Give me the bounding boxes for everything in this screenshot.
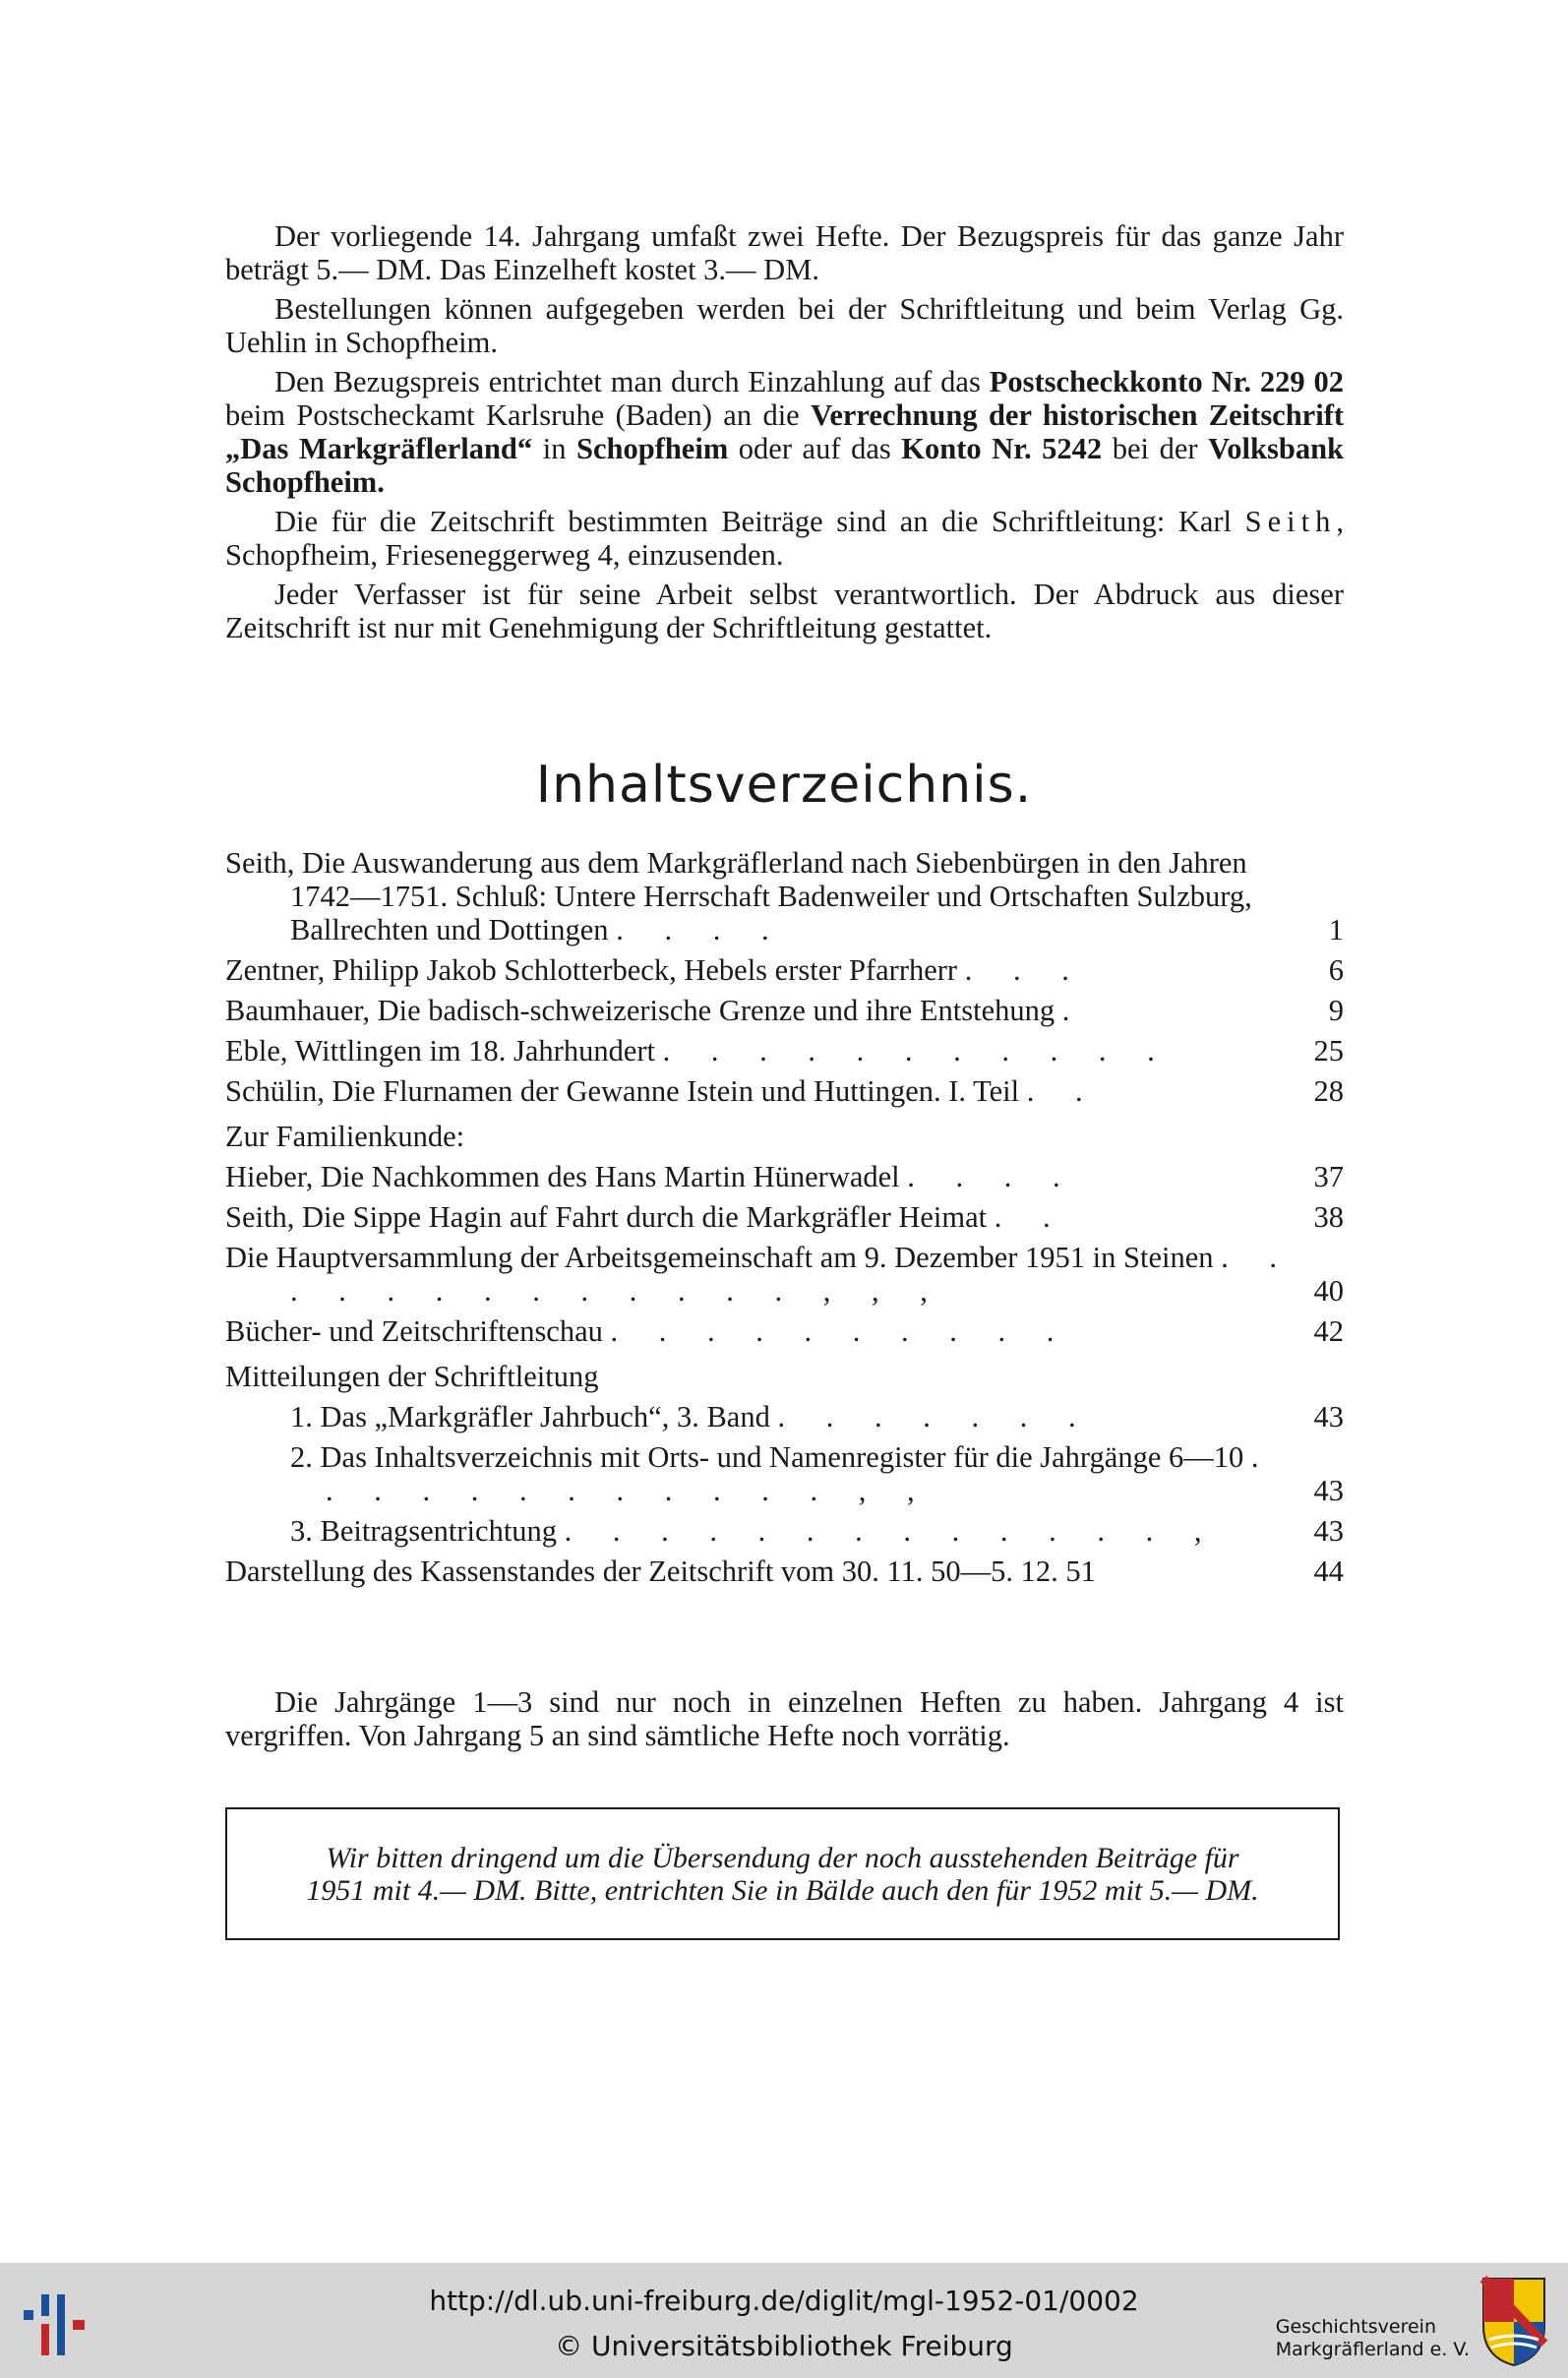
toc-entry: Seith, Die Auswanderung aus dem Markgräflerland nach Siebenbürgen in den Jahren 1742—1751. Schluß: Untere Herrschaft Badenweiler und Ortschaften Sulzburg, Ballrechten und Dottingen . . . . 1 <box>225 846 1344 946</box>
intro-paragraph-1: Der vorliegende 14. Jahrgang umfaßt zwei Hefte. Der Bezugspreis für das ganze Jahr beträgt 5.— DM. Das Einzelheft kostet 3.— DM. <box>225 219 1344 286</box>
toc-entry: 3. Beitragsentrichtung . . . . . . . . . . . . . , 43 <box>290 1514 1344 1548</box>
toc-page-number: 38 <box>1313 1200 1344 1234</box>
toc-entry: Schülin, Die Flurnamen der Gewanne Istein und Huttingen. I. Teil . . 28 <box>225 1074 1344 1108</box>
toc-entry: Hieber, Die Nachkommen des Hans Martin Hünerwadel . . . . 37 <box>225 1160 1344 1193</box>
intro-paragraph-5: Jeder Verfasser ist für seine Arbeit selbst verantwortlich. Der Abdruck aus dieser Zeitschrift ist nur mit Genehmigung der Schriftleitung gestattet. <box>225 578 1344 644</box>
toc-entry: 2. Das Inhaltsverzeichnis mit Orts- und Namenregister für die Jahrgänge 6—10 . . . . . . . . . . . . , , 43 <box>290 1440 1344 1507</box>
mitteilungen-heading: Mitteilungen der Schriftleitung <box>225 1360 599 1393</box>
availability-notice: Die Jahrgänge 1—3 sind nur noch in einzelnen Heften zu haben. Jahrgang 4 ist vergriffen. Von Jahrgang 5 an sind sämtliche Hefte noch vorrätig. <box>225 1685 1344 1752</box>
toc-page-number: 37 <box>1313 1160 1344 1193</box>
family-section-heading: Zur Familienkunde: <box>225 1120 465 1153</box>
intro-paragraph-2: Bestellungen können aufgegeben werden bei der Schriftleitung und beim Verlag Gg. Uehlin in Schopfheim. <box>225 292 1344 359</box>
toc-page-number: 9 <box>1328 994 1344 1027</box>
society-name: Geschichtsverein Markgräflerland e. V. <box>1275 2316 1470 2360</box>
toc-title: Inhaltsverzeichnis. <box>535 756 1033 815</box>
footer-bar <box>0 2263 1568 2378</box>
toc-page-number: 1 <box>1328 913 1344 946</box>
toc-page-number: 28 <box>1313 1074 1344 1108</box>
toc-page-number: 42 <box>1313 1314 1344 1348</box>
toc-entry: Seith, Die Sippe Hagin auf Fahrt durch die Markgräfler Heimat . . 38 <box>225 1200 1344 1234</box>
author-name: Seith <box>1244 505 1337 538</box>
payment-request-box <box>225 1807 1340 1940</box>
toc-page-number: 43 <box>1313 1400 1344 1433</box>
toc-entry: 1. Das „Markgräfler Jahrbuch“, 3. Band . . . . . . . 43 <box>290 1400 1344 1433</box>
coat-of-arms-icon <box>1479 2275 1548 2367</box>
toc-page-number: 43 <box>1313 1514 1344 1548</box>
intro-section <box>225 219 1344 650</box>
toc-entry: Die Hauptversammlung der Arbeitsgemeinschaft am 9. Dezember 1951 in Steinen . . . . . . . . . . . . . , , , 40 <box>225 1241 1344 1308</box>
toc-entry: Zentner, Philipp Jakob Schlotterbeck, Hebels erster Pfarrherr . . . 6 <box>225 953 1344 987</box>
intro-paragraph-4: Die für die Zeitschrift bestimmten Beiträge sind an die Schriftleitung: Karl Seith, Schopfheim, Frieseneggerweg 4, einzusenden. <box>225 505 1344 572</box>
intro-paragraph-3: Den Bezugspreis entrichtet man durch Einzahlung auf das Postscheckkonto Nr. 229 02 beim Postscheckamt Karlsruhe (Baden) an die Verrechnung der historischen Zeitschrift „Das Markgräflerland“ in Schopfheim oder auf das Konto Nr. 5242 bei der Volksbank Schopfheim. <box>225 365 1345 499</box>
toc-page-number: 6 <box>1328 953 1344 987</box>
source-url[interactable]: http://dl.ub.uni-freiburg.de/diglit/mgl-1952-01/0002 <box>429 2285 1139 2317</box>
toc-entry: Baumhauer, Die badisch-schweizerische Grenze und ihre Entstehung . 9 <box>225 994 1344 1027</box>
table-of-contents <box>225 846 1344 1595</box>
payment-request-text: Wir bitten dringend um die Übersendung der noch ausstehenden Beiträge für 1951 mit 4.— DM. Bitte, entrichten Sie in Bälde auch den für 1952 mit 5.— DM. <box>306 1841 1259 1907</box>
toc-page-number: 40 <box>1313 1274 1344 1308</box>
toc-entry: Darstellung des Kassenstandes der Zeitschrift vom 30. 11. 50—5. 12. 51 44 <box>225 1555 1344 1588</box>
toc-page-number: 25 <box>1313 1034 1344 1067</box>
copyright-notice: © Universitätsbibliothek Freiburg <box>555 2330 1013 2362</box>
toc-entry: Eble, Wittlingen im 18. Jahrhundert . . . . . . . . . . . 25 <box>225 1034 1344 1067</box>
toc-page-number: 43 <box>1313 1474 1344 1507</box>
toc-page-number: 44 <box>1313 1555 1344 1588</box>
toc-entry: Bücher- und Zeitschriftenschau . . . . . . . . . . 42 <box>225 1314 1344 1348</box>
